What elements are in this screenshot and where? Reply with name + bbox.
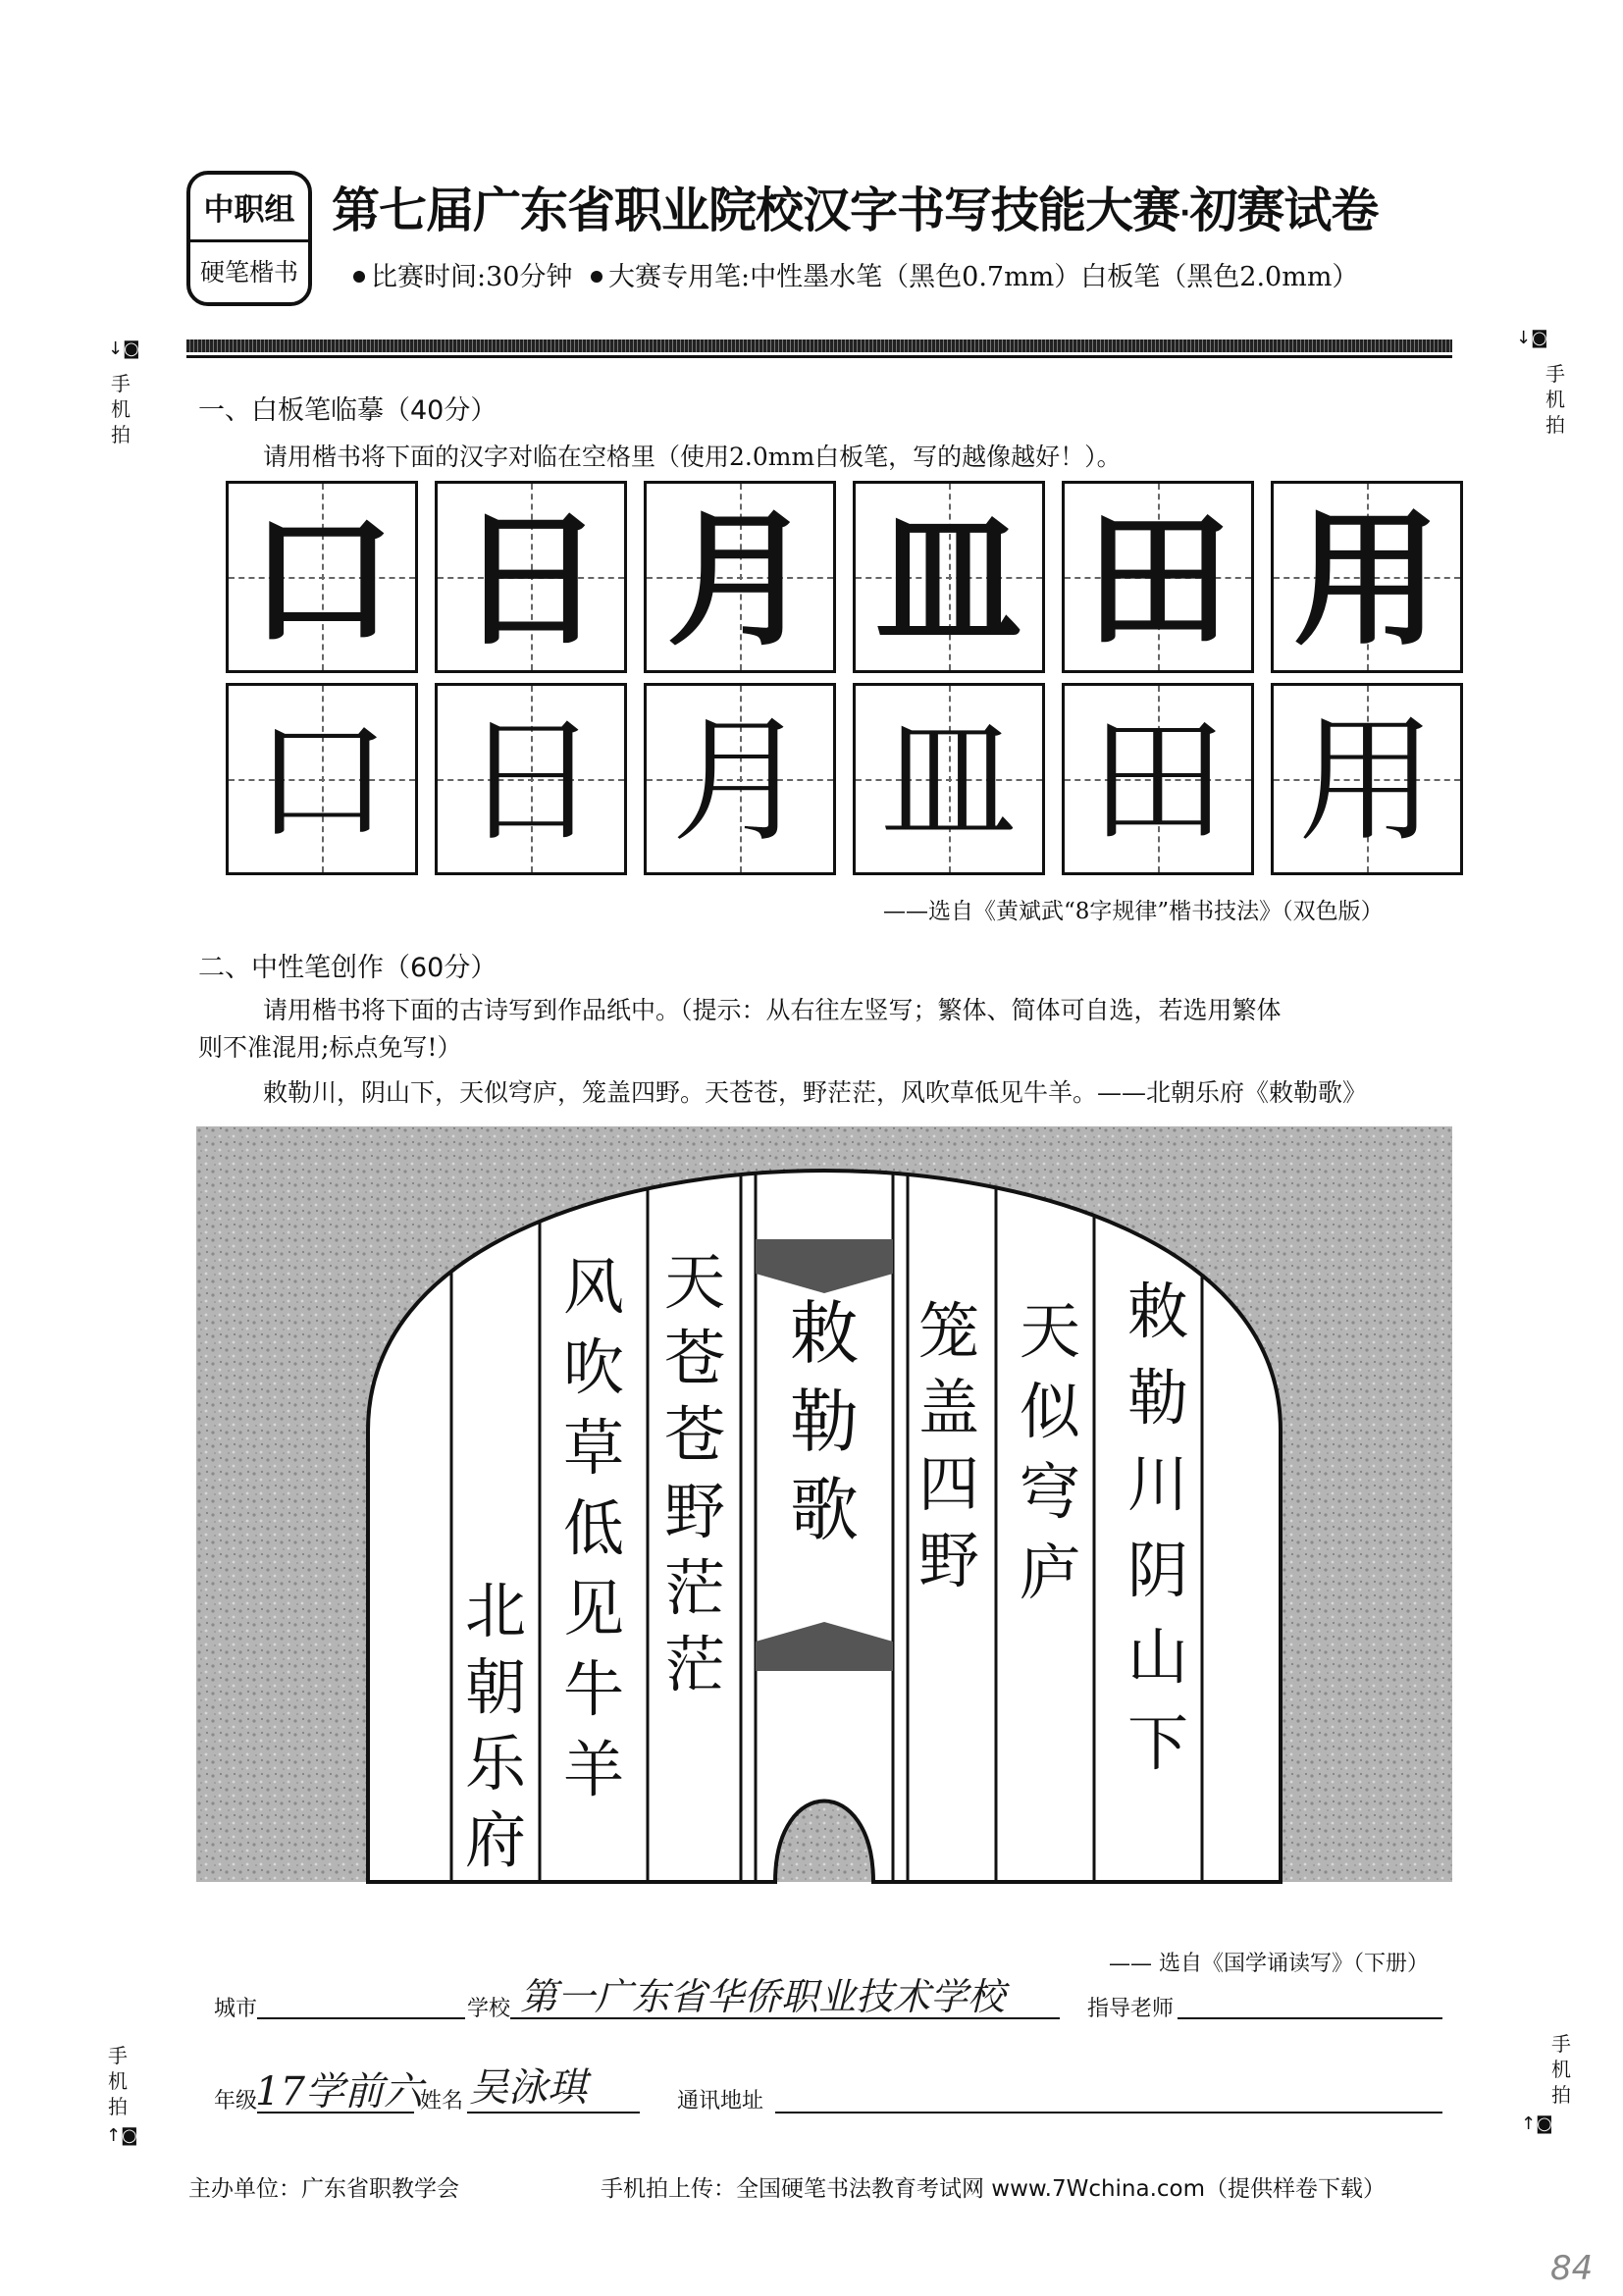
model-char: 用 bbox=[1292, 494, 1440, 666]
copy-char-cell bbox=[853, 683, 1045, 875]
copied-char: 皿 bbox=[879, 702, 1018, 861]
phone-camera-icon-top-right: ↓◙ bbox=[1516, 328, 1548, 348]
fan-poem-char: 北 bbox=[464, 1575, 527, 1646]
section1-source: ——选自《黄斌武“8字规律”楷书技法》（双色版） bbox=[883, 899, 1384, 924]
fan-poem-char: 苍 bbox=[663, 1399, 726, 1471]
copied-char: 用 bbox=[1297, 702, 1436, 861]
title-main: 第七届广东省职业院校汉字书写技能大赛 bbox=[332, 183, 1180, 238]
fan-poem-char: 朝 bbox=[464, 1651, 527, 1723]
model-char-cell bbox=[1271, 481, 1463, 673]
fan-poem-char: 风 bbox=[562, 1251, 625, 1323]
address-label: 通讯地址 bbox=[677, 2089, 764, 2113]
grade-value: 17学前六 bbox=[255, 2069, 423, 2114]
model-char: 月 bbox=[665, 494, 813, 666]
phone-label-top-left: 手机拍 bbox=[111, 372, 131, 446]
header-rule bbox=[186, 339, 1452, 352]
school-value: 第一广东省华侨职业技术学校 bbox=[520, 1975, 1006, 2018]
fan-poem-char: 茫 bbox=[663, 1629, 726, 1700]
fan-poem-char: 笼 bbox=[917, 1295, 980, 1367]
fan-poem-char: 川 bbox=[1126, 1448, 1189, 1520]
phone-camera-icon-top-left: ↓◙ bbox=[108, 339, 140, 359]
model-char: 口 bbox=[247, 494, 395, 666]
phone-label-bottom-left: 手机拍 bbox=[108, 2044, 128, 2118]
fan-poem-char: 山 bbox=[1126, 1621, 1189, 1693]
fan-poem-char: 低 bbox=[562, 1492, 625, 1564]
fan-title-char: 歌 bbox=[790, 1470, 859, 1550]
school-label: 学校 bbox=[467, 1997, 511, 2021]
copied-char: 日 bbox=[461, 702, 600, 861]
fan-poem-char: 似 bbox=[1019, 1376, 1081, 1447]
copy-char-cell bbox=[1271, 683, 1463, 875]
fan-poem-char: 野 bbox=[663, 1476, 726, 1547]
fan-poem-char: 乐 bbox=[464, 1728, 527, 1800]
fan-poem-char: 苍 bbox=[663, 1323, 726, 1394]
city-field[interactable] bbox=[257, 2017, 465, 2019]
grade-label: 年级 bbox=[214, 2089, 258, 2113]
model-char: 田 bbox=[1083, 494, 1231, 666]
fan-writing-paper bbox=[196, 1126, 1452, 1931]
fan-poem-char: 见 bbox=[562, 1573, 625, 1644]
title-dot: · bbox=[1179, 196, 1190, 231]
fan-poem-char: 庐 bbox=[1019, 1537, 1081, 1608]
section1-heading: 一、白板笔临摹（40分） bbox=[198, 395, 497, 426]
copy-char-cell bbox=[1062, 683, 1254, 875]
copy-char-cell bbox=[435, 683, 627, 875]
fan-poem-char: 敕 bbox=[1126, 1276, 1189, 1347]
fan-poem-char: 野 bbox=[917, 1525, 980, 1596]
model-char-cell bbox=[435, 481, 627, 673]
section2-instruction-line2: 则不准混用;标点免写!） bbox=[198, 1033, 462, 1062]
copy-grid bbox=[226, 481, 1464, 875]
fan-poem-char: 下 bbox=[1126, 1707, 1189, 1779]
model-char-cell bbox=[1062, 481, 1254, 673]
badge-divider bbox=[190, 239, 308, 242]
teacher-label: 指导老师 bbox=[1087, 1997, 1175, 2021]
name-label: 姓名 bbox=[420, 2089, 464, 2113]
fan-title-char: 勒 bbox=[790, 1382, 859, 1462]
fan-poem-char: 府 bbox=[464, 1804, 527, 1876]
section2-instruction-line1: 请用楷书将下面的古诗写到作品纸中。（提示：从右往左竖写；繁体、简体可自选，若选用繁体 bbox=[263, 996, 1282, 1024]
fan-poem-char: 羊 bbox=[562, 1734, 625, 1805]
fan-poem-char: 四 bbox=[917, 1448, 980, 1520]
footer-organizer: 主办单位：广东省职教学会 bbox=[188, 2176, 459, 2202]
poem-text: 敕勒川，阴山下，天似穹庐，笼盖四野。天苍苍，野茫茫，风吹草低见牛羊。——北朝乐府《敕勒歌》 bbox=[263, 1078, 1368, 1107]
fan-poem-char: 草 bbox=[562, 1412, 625, 1484]
phone-camera-icon-bottom-left: ↑◙ bbox=[106, 2125, 138, 2146]
bullet-icon bbox=[353, 271, 365, 283]
name-value: 吴泳琪 bbox=[469, 2065, 587, 2111]
exam-pens: 大赛专用笔:中性墨水笔（黑色0.7mm）白板笔（黑色2.0mm） bbox=[608, 262, 1359, 292]
copied-char: 口 bbox=[252, 702, 391, 861]
phone-label-bottom-right: 手机拍 bbox=[1551, 2032, 1571, 2107]
footer-upload-info: 手机拍上传：全国硬笔书法教育考试网 www.7Wchina.com（提供样卷下载） bbox=[601, 2176, 1387, 2202]
fan-poem-char: 牛 bbox=[562, 1653, 625, 1725]
model-char: 日 bbox=[456, 494, 604, 666]
page-number: 84 bbox=[1550, 2249, 1594, 2288]
title-suffix: 初赛试卷 bbox=[1189, 183, 1379, 238]
copy-char-cell bbox=[644, 683, 836, 875]
model-char-cell bbox=[644, 481, 836, 673]
fan-poem-char: 天 bbox=[663, 1246, 726, 1318]
phone-label-top-right: 手机拍 bbox=[1545, 362, 1565, 437]
exam-info bbox=[353, 255, 1358, 293]
fan-title-char: 敕 bbox=[790, 1293, 859, 1374]
section2-source: —— 选自《国学诵读写》（下册） bbox=[1109, 1952, 1429, 1976]
section2-heading: 二、中性笔创作（60分） bbox=[198, 953, 497, 983]
exam-time: 比赛时间:30分钟 bbox=[371, 262, 573, 292]
city-label: 城市 bbox=[214, 1997, 258, 2021]
fan-poem-char: 勒 bbox=[1126, 1362, 1189, 1434]
address-field[interactable] bbox=[775, 2112, 1442, 2113]
header-rule-underline bbox=[186, 355, 1452, 358]
model-char-cell bbox=[853, 481, 1045, 673]
copy-char-cell bbox=[226, 683, 418, 875]
model-char-cell bbox=[226, 481, 418, 673]
section1-instruction: 请用楷书将下面的汉字对临在空格里（使用2.0mm白板笔，写的越像越好！）。 bbox=[263, 443, 1122, 471]
page-title bbox=[332, 173, 1378, 241]
copied-char: 田 bbox=[1088, 702, 1227, 861]
badge-category-label: 硬笔楷书 bbox=[199, 258, 298, 287]
bullet-icon bbox=[591, 271, 602, 283]
copied-char: 月 bbox=[670, 702, 809, 861]
fan-poem-char: 天 bbox=[1019, 1295, 1081, 1367]
phone-camera-icon-bottom-right: ↑◙ bbox=[1521, 2113, 1553, 2134]
teacher-field[interactable] bbox=[1178, 2017, 1442, 2019]
fan-poem-char: 茫 bbox=[663, 1552, 726, 1624]
badge-group-label: 中职组 bbox=[203, 192, 295, 228]
model-char: 皿 bbox=[874, 494, 1022, 666]
fan-poem-char: 穹 bbox=[1019, 1456, 1081, 1528]
fan-poem-char: 盖 bbox=[917, 1372, 980, 1443]
fan-poem-char: 吹 bbox=[562, 1331, 625, 1403]
fan-poem-char: 阴 bbox=[1126, 1535, 1189, 1606]
